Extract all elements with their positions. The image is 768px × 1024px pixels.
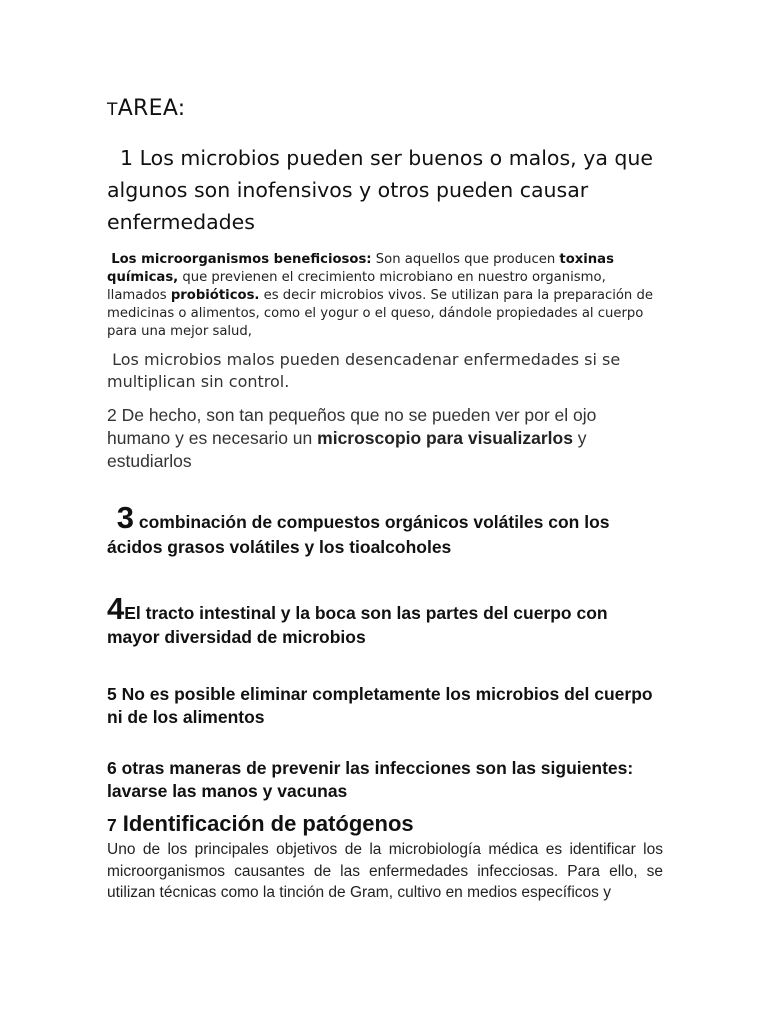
answer-1 bbox=[107, 142, 663, 238]
answer-2-text-2: y estudiarlos bbox=[107, 428, 587, 471]
beneficial-text-2: que previenen el crecimiento microbiano en nuestro organismo, llamados bbox=[107, 270, 606, 303]
harmful-text: Los microbios malos pueden desencadenar enfermedades si se multiplican sin control. bbox=[107, 350, 621, 391]
beneficial-text-3: es decir microbios vivos. Se utilizan para la preparación de medicinas o alimentos, como el yogur o el queso, dándole propiedades al cuerpo para una mejor salud, bbox=[107, 288, 653, 339]
title-first-letter: T bbox=[107, 100, 118, 120]
answer-4-number: 4 bbox=[107, 591, 125, 626]
answer-7-heading bbox=[107, 810, 663, 839]
answer-7-heading-text: Identificación de patógenos bbox=[122, 811, 414, 836]
answer-2 bbox=[107, 404, 663, 473]
answer-3-text: combinación de compuestos orgánicos volátiles con los ácidos grasos volátiles y los tioalcoholes bbox=[107, 512, 610, 557]
beneficial-paragraph bbox=[107, 251, 667, 341]
beneficial-bold-2: probióticos. bbox=[170, 288, 260, 303]
beneficial-bold-1: toxinas químicas, bbox=[107, 252, 614, 285]
beneficial-text-1: Son aquellos que producen bbox=[371, 252, 560, 267]
answer-3-number: 3 bbox=[116, 500, 134, 535]
beneficial-label: Los microorganismos beneficiosos: bbox=[111, 252, 372, 267]
answer-2-bold: microscopio para visualizarlos bbox=[317, 428, 573, 448]
answer-7-number: 7 bbox=[107, 815, 117, 835]
answer-1-text: 1 Los microbios pueden ser buenos o malos, ya que algunos son inofensivos y otros pueden causar enfermedades bbox=[107, 146, 654, 234]
harmful-paragraph bbox=[107, 349, 663, 393]
answer-4-text: El tracto intestinal y la boca son las partes del cuerpo con mayor diversidad de microbios bbox=[107, 603, 608, 647]
answer-4 bbox=[107, 591, 663, 649]
answer-5: 5 No es posible eliminar completamente los microbios del cuerpo ni de los alimentos bbox=[107, 684, 653, 727]
answer-3 bbox=[107, 500, 663, 560]
answer-7-paragraph: Uno de los principales objetivos de la microbiología médica es identificar los microorganismos causantes de las enfermedades infecciosas. Para ello, se utilizan técnicas como la tinción de Gram, cultivo en medios específicos y bbox=[107, 841, 663, 901]
title-rest: AREA: bbox=[117, 96, 186, 121]
answer-6: 6 otras maneras de prevenir las infecciones son las siguientes: lavarse las manos y vacunas bbox=[107, 758, 634, 801]
answer-2-text-1: 2 De hecho, son tan pequeños que no se pueden ver por el ojo humano y es necesario un bbox=[107, 405, 597, 448]
page-title bbox=[107, 96, 663, 121]
